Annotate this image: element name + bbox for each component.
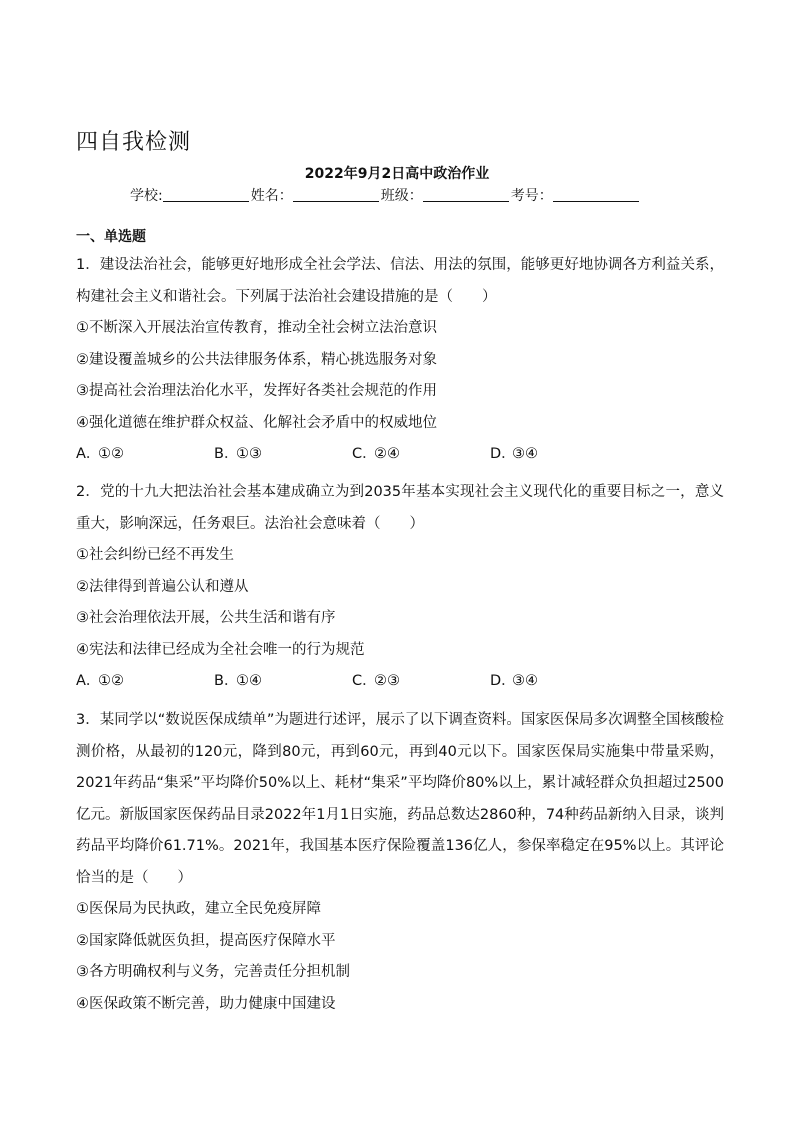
section-title: 一、单选题	[76, 229, 146, 245]
document-title: 2022年9月2日高中政治作业	[304, 166, 490, 182]
statement-option: ①不断深入开展法治宣传教育，推动全社会树立法治意识	[76, 320, 437, 336]
answer-choices	[76, 666, 724, 698]
question-stem: 1．建设法治社会，能够更好地形成全社会学法、信法、用法的氛围，能够更好地协调各方利益关系，构建社会主义和谐社会。下列属于法治社会建设措施的是（ ）	[76, 257, 724, 305]
choice-d[interactable]: D．③④	[490, 673, 538, 689]
statement-option: ④强化道德在维护群众权益、化解社会矛盾中的权威地位	[76, 414, 437, 431]
statement-option: ①医保局为民执政，建立全民免疫屏障	[76, 901, 321, 917]
choice-b[interactable]: B．①④	[214, 673, 262, 689]
statement-option: ③各方明确权利与义务，完善责任分担机制	[76, 964, 350, 980]
question-3	[76, 705, 724, 1020]
question-1	[76, 250, 724, 471]
name-label: 姓名：	[250, 188, 293, 204]
choice-b[interactable]: B．①③	[214, 446, 262, 462]
choice-c[interactable]: C．②④	[352, 446, 400, 462]
page-heading: 四自我检测	[76, 130, 192, 155]
statement-option: ②法律得到普遍公认和遵从	[76, 578, 249, 595]
choice-c[interactable]: C．②③	[352, 673, 400, 689]
class-label: 班级：	[380, 188, 423, 204]
statement-option: ②建设覆盖城乡的公共法律服务体系，精心挑选服务对象	[76, 351, 437, 368]
choice-d[interactable]: D．③④	[490, 446, 538, 462]
statement-option: ④医保政策不断完善，助力健康中国建设	[76, 995, 336, 1012]
choice-a[interactable]: A．①②	[76, 673, 124, 689]
class-blank[interactable]	[423, 187, 509, 202]
school-blank[interactable]	[163, 187, 249, 202]
question-stem: 2．党的十九大把法治社会基本建成确立为到2035年基本实现社会主义现代化的重要目标之一，意义重大，影响深远，任务艰巨。法治社会意味着（ ）	[76, 484, 724, 532]
exam-no-label: 考号：	[510, 188, 553, 204]
question-stem: 3．某同学以“数说医保成绩单”为题进行述评，展示了以下调查资料。国家医保局多次调整全国核酸检测价格，从最初的120元，降到80元，再到60元，再到40元以下。国家医保局实施集中带量采购，2021年药品“集采”平均降价50%以上、耗材“集采”平均降价80%以上，累计减轻群众负担超过2500亿元。新版国家医保药品目录2022年1月1日实施，药品总数达2860种，74种药品新纳入目录，谈判药品平均降价61.71%。2021年，我国基本医疗保险覆盖136亿人，参保率稳定在95%以上。其评论恰当的是（ ）	[76, 712, 724, 886]
question-2	[76, 477, 724, 698]
statement-option: ②国家降低就医负担，提高医疗保障水平	[76, 932, 336, 949]
student-info-line	[130, 186, 641, 206]
name-blank[interactable]	[293, 187, 379, 202]
school-label: 学校:	[130, 188, 163, 204]
statement-option: ①社会纠纷已经不再发生	[76, 547, 234, 563]
statement-option: ④宪法和法律已经成为全社会唯一的行为规范	[76, 641, 365, 658]
statement-option: ③社会治理依法开展，公共生活和谐有序	[76, 610, 336, 626]
statement-option: ③提高社会治理法治化水平，发挥好各类社会规范的作用	[76, 383, 437, 399]
exam-no-blank[interactable]	[553, 187, 639, 202]
answer-choices	[76, 439, 724, 471]
choice-a[interactable]: A．①②	[76, 446, 124, 462]
